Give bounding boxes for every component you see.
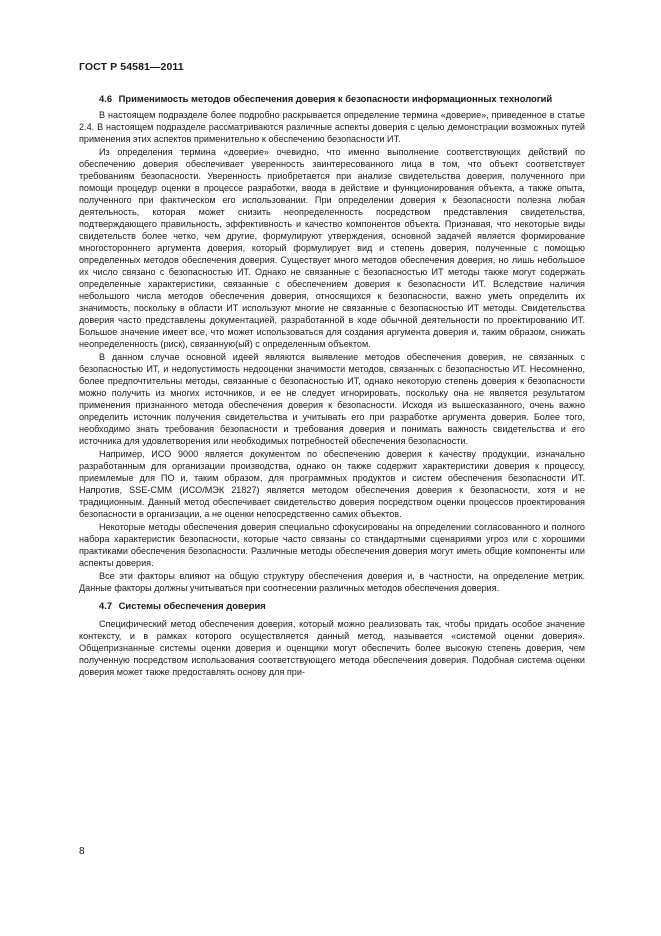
paragraph: Из определения термина «доверие» очевидно, что именно выполнение соответствующих действий по обеспечению доверия обеспечивает уверенность заинтересованного лица в том, что объект соответствует требованиям безопасности. Уверенность приобретается при анализе свидетельства доверия, полученного при помощи процедур оценки в процессе разработки, ввода в действие и функционирования объекта, а также опыта, полученного при фактическом его использовании. При определении доверия к безопасности полезна любая деятельность, которая может снизить неопределенность посредством представления свидетельства, подтверждающего правильность, эффективность и качество компонентов объекта. Признавая, что некоторые виды свидетельств более четко, чем другие, формулируют утверждения, основной задачей является формирование многостороннего аргумента доверия, который формулирует вид и степень доверия, полученные с помощью определенных методов обеспечения доверия. Существует много методов обеспечения доверия, но лишь небольшое их число связано с безопасностью ИТ. Однако не связанные с безопасностью ИТ методы также могут содержать определенные характеристики, связанные с обеспечением доверия к безопасности ИТ. Вследствие наличия небольшого числа методов обеспечения доверия, относящихся к безопасности, важно уметь определить их значимость, поскольку в области ИТ используют многие не связанные с безопасностью ИТ методы. Свидетельства доверия часто представлены документацией, разработанной в ходе обычной деятельности по проектированию ИТ. Большое значение имеет все, что может использоваться для создания аргумента доверия и, таким образом, снижать неопределенность (риск), связанную(ый) с определенным объектом. (79, 147, 585, 350)
paragraph: В настоящем подразделе более подробно раскрывается определение термина «доверие», приведенное в статье 2.4. В настоящем подразделе рассматриваются различные аспекты доверия с целью демонстрации возможных путей применения этих аспектов применительно к обеспечению безопасности ИТ. (79, 110, 585, 145)
paragraph: В данном случае основной идеей являются выявление методов обеспечения доверия, не связанных с безопасностью ИТ, и недопустимость недооценки значимости методов, связанных с безопасностью ИТ. Несомненно, более предпочтительны методы, связанные с безопасностью ИТ, однако некоторую степень доверия к безопасности можно получить из многих источников, и ее не следует игнорировать, поскольку она не является результатом применения признанного метода обеспечения доверия к безопасности. Исходя из вышесказанного, очень важно определить источник получения свидетельства и учитывать его при разработке аргумента доверия. Более того, необходимо знать требования безопасности и требования доверия и понимать важность свидетельства и его источника для удовлетворения или необходимых потребностей обеспечения безопасности. (79, 352, 585, 447)
section-title: Системы обеспечения доверия (118, 600, 266, 612)
section-heading (79, 600, 585, 612)
section-number: 4.7 (99, 600, 113, 612)
paragraph: Некоторые методы обеспечения доверия специально сфокусированы на определении согласованного и полного набора характеристик безопасности, которые часто связаны со стандартными сценариями угроз или с хорошими практиками обеспечения безопасности. Различные методы обеспечения доверия могут иметь общие компоненты или аспекты доверия. (79, 522, 585, 569)
paragraph: Специфический метод обеспечения доверия, который можно реализовать так, чтобы придать особое значение контексту, и в рамках которого осуществляется данный метод, называется «системой оценки доверия». Общепризнанные системы оценки доверия и оценщики могут обеспечить более высокую степень доверия, чем полученную посредством использования соответствующего метода обеспечения доверия. Подобная система оценки доверия может также предоставлять основу для при- (79, 619, 585, 678)
section-title: Применимость методов обеспечения доверия к безопасности информационных технологий (118, 93, 553, 104)
document-header: ГОСТ Р 54581—2011 (79, 61, 184, 73)
section-heading (79, 93, 585, 105)
paragraph: Например, ИСО 9000 является документом по обеспечению доверия к качеству продукции, изначально разработанным для организации производства, однако он также содержит характеристики доверия к процессу, приемлемые для ПО и, таким образом, для программных продуктов и систем обеспечения безопасности ИТ. Напротив, SSE-CMM (ИСО/МЭК 21827) является методом обеспечения доверия к безопасности, хотя и не традиционным. Данный метод обеспечивает свидетельство доверия посредством оценки процессов проектирования безопасности в организации, а не оценки непосредственно самих объектов. (79, 449, 585, 520)
paragraph: Все эти факторы влияют на общую структуру обеспечения доверия и, в частности, на определение метрик. Данные факторы должны учитываться при соотнесении различных методов обеспечения доверия. (79, 571, 585, 594)
page-number: 8 (79, 846, 85, 857)
section-number: 4.6 (99, 93, 113, 104)
document-body (79, 93, 585, 679)
